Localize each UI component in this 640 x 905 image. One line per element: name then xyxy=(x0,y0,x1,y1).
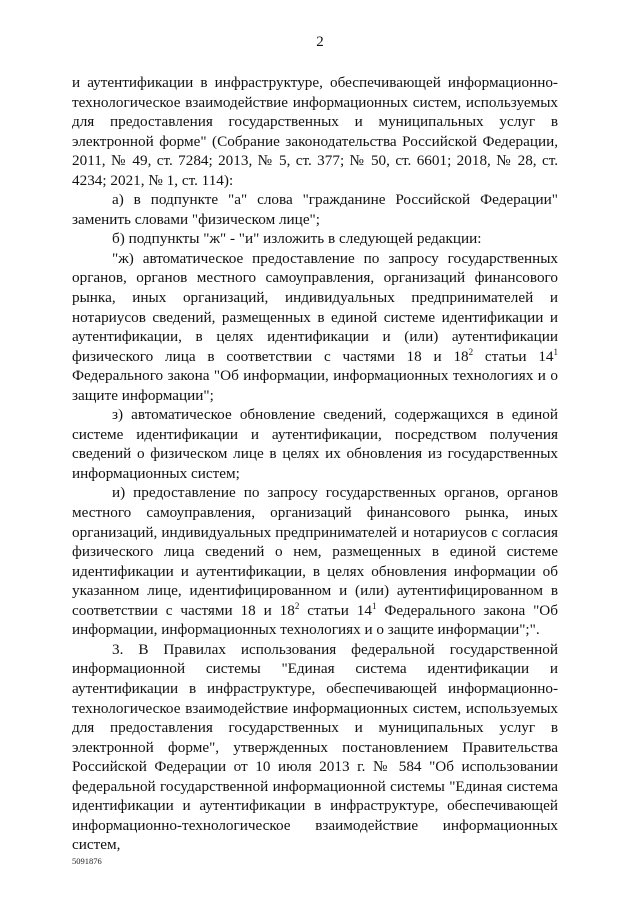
paragraph-item-a: а) в подпункте "а" слова "гражданине Российской Федерации" заменить словами "физическом лице"; xyxy=(72,191,558,228)
paragraph-section-3: 3. В Правилах использования федеральной государственной информационной системы "Единая система идентификации и аутентификации в инфраструктуре, обеспечивающей информационно-технологическое взаимодействие информационных систем, используемых для предоставления государственных и муниципальных услуг в электронной форме", утвержденных постановлением Правительства Российской Федерации от 10 июля 2013 г. № 584 "Об использовании федеральной государственной информационной системы "Единая система идентификации и аутентификации в инфраструктуре, обеспечивающей информационно-технологическое взаимодействие информационных систем, xyxy=(72,640,558,854)
superscript: 2 xyxy=(468,346,474,357)
subitem-zh-text-3: Федерального закона "Об информации, информационных технологиях и о защите информации"; xyxy=(72,367,558,404)
subitem-i-text-2: статьи 14 xyxy=(299,601,372,619)
superscript: 1 xyxy=(553,346,559,357)
document-body xyxy=(72,73,558,855)
superscript: 1 xyxy=(371,600,377,611)
subitem-zh-text-2: статьи 14 xyxy=(473,347,554,365)
paragraph-subitem-i xyxy=(72,483,558,639)
paragraph-subitem-z: з) автоматическое обновление сведений, содержащихся в единой системе идентификации и аутентификации, посредством получения сведений о физическом лице в целях их обновления из государственных информационных систем; xyxy=(72,406,558,482)
subitem-i-text-3: Федерального закона "Об информации, информационных технологиях и о защите информации";". xyxy=(72,601,558,639)
document-id: 5091876 xyxy=(72,856,102,866)
subitem-zh-text: "ж) автоматическое предоставление по запросу государственных органов, органов местного самоуправления, организаций финансового рынка, иных организаций, индивидуальных предпринимателей и нотариусов сведений, размещенных в единой системе идентификации и аутентификации, в целях идентификации и (или) аутентификации физического лица в соответствии с частями 18 и 18 xyxy=(72,249,558,365)
paragraph-continuation: и аутентификации в инфраструктуре, обеспечивающей информационно-технологическое взаимодействие информационных систем, используемых для предоставления государственных и муниципальных услуг в электронной форме" (Собрание законодательства Российской Федерации, 2011, № 49, ст. 7284; 2013, № 5, ст. 377; № 50, ст. 6601; 2018, № 28, ст. 4234; 2021, № 1, ст. 114): xyxy=(72,74,558,189)
paragraph-subitem-zh xyxy=(72,249,558,405)
subitem-i-text: и) предоставление по запросу государственных органов, органов местного самоуправления, организаций финансового рынка, иных организаций, индивидуальных предпринимателей и нотариусов с согласия физического лица сведений о нем, размещенных в единой системе идентификации и аутентификации, в целях обновления информации об указанном лице, идентифицированном и (или) аутентифицированном в соответствии с частями 18 и 18 xyxy=(72,484,558,619)
superscript: 2 xyxy=(294,600,300,611)
paragraph-item-b: б) подпункты "ж" - "и" изложить в следующей редакции: xyxy=(112,230,482,248)
page-number: 2 xyxy=(316,34,324,50)
